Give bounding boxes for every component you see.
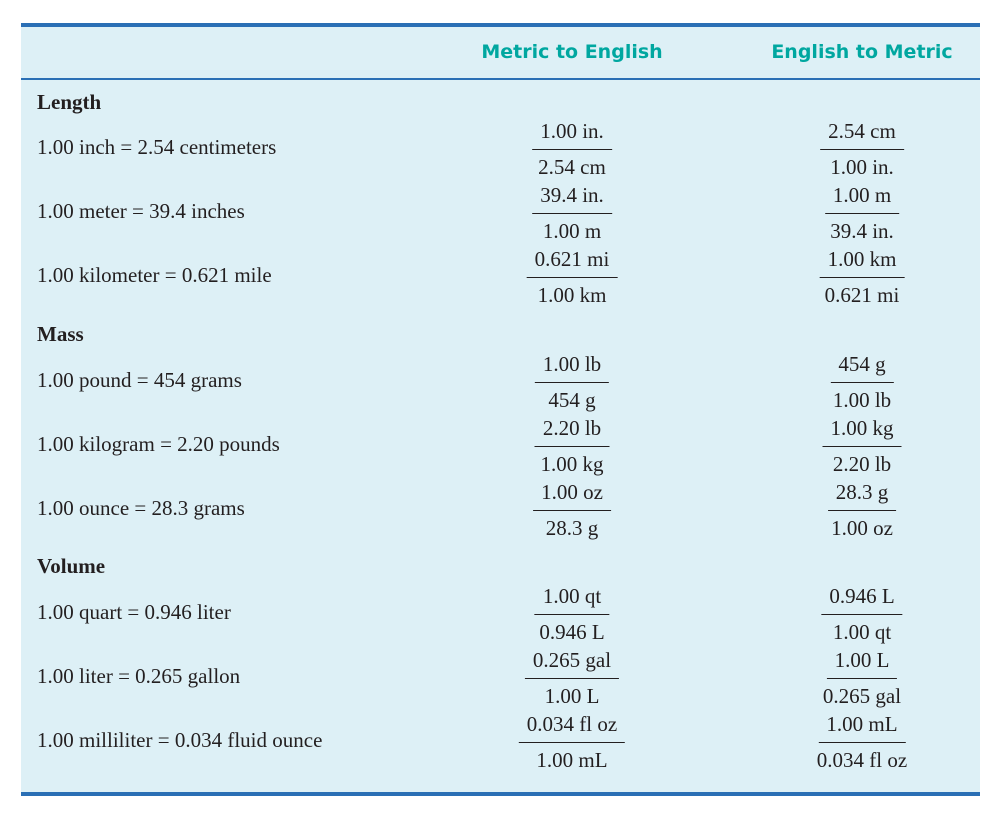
equation-meter: 1.00 meter = 39.4 inches — [37, 199, 245, 223]
equation-kilogram: 1.00 kilogram = 2.20 pounds — [37, 432, 280, 456]
section-title-mass: Mass — [37, 322, 84, 346]
denominator: 1.00 qt — [832, 620, 892, 644]
denominator: 1.00 L — [544, 684, 600, 708]
denominator: 0.265 gal — [822, 684, 902, 708]
numerator: 1.00 m — [825, 182, 899, 214]
numerator: 1.00 km — [820, 246, 905, 278]
denominator: 2.54 cm — [538, 155, 606, 179]
denominator: 1.00 km — [537, 283, 607, 307]
numerator: 0.034 fl oz — [519, 711, 625, 743]
factor-liter-m2e — [525, 647, 619, 710]
denominator: 0.946 L — [539, 620, 605, 644]
denominator: 1.00 lb — [832, 388, 892, 412]
section-title-volume: Volume — [37, 554, 106, 578]
factor-pound-e2m — [825, 351, 899, 414]
denominator: 1.00 oz — [831, 516, 893, 540]
factor-ounce-e2m — [823, 479, 901, 542]
denominator: 0.034 fl oz — [816, 748, 908, 772]
factor-kilometer-e2m — [817, 246, 908, 309]
denominator: 1.00 kg — [540, 452, 604, 476]
denominator: 1.00 m — [542, 219, 602, 243]
factor-liter-e2m — [815, 647, 909, 710]
numerator: 1.00 mL — [818, 711, 905, 743]
factor-pound-m2e — [535, 351, 609, 414]
numerator: 39.4 in. — [532, 182, 612, 214]
equation-pound: 1.00 pound = 454 grams — [37, 368, 242, 392]
header-metric-to-english: Metric to English — [481, 41, 663, 63]
equation-ounce: 1.00 ounce = 28.3 grams — [37, 496, 245, 520]
numerator: 0.621 mi — [527, 246, 618, 278]
factor-kilogram-e2m — [823, 415, 902, 478]
factor-quart-m2e — [531, 583, 612, 646]
section-title-length: Length — [37, 90, 102, 114]
numerator: 1.00 in. — [532, 118, 612, 150]
numerator: 0.946 L — [821, 583, 902, 615]
factor-kilogram-m2e — [533, 415, 612, 478]
equation-inch: 1.00 inch = 2.54 centimeters — [37, 135, 277, 159]
conversion-table — [21, 23, 980, 796]
numerator: 2.20 lb — [535, 415, 609, 447]
numerator: 1.00 oz — [533, 479, 611, 511]
factor-ounce-m2e — [533, 479, 611, 542]
denominator: 28.3 g — [545, 516, 599, 540]
numerator: 28.3 g — [828, 479, 897, 511]
equation-kilometer: 1.00 kilometer = 0.621 mile — [37, 263, 272, 287]
factor-inch-m2e — [530, 118, 614, 181]
equation-milliliter: 1.00 milliliter = 0.034 fluid ounce — [37, 728, 323, 752]
denominator: 454 g — [548, 388, 596, 412]
denominator: 1.00 in. — [830, 155, 894, 179]
factor-meter-e2m — [822, 182, 902, 245]
factor-quart-e2m — [821, 583, 902, 646]
factor-inch-e2m — [820, 118, 904, 181]
denominator: 2.20 lb — [832, 452, 892, 476]
numerator: 1.00 kg — [823, 415, 902, 447]
denominator: 1.00 mL — [536, 748, 608, 772]
denominator: 39.4 in. — [830, 219, 894, 243]
numerator: 1.00 lb — [535, 351, 609, 383]
header-divider — [21, 78, 980, 80]
numerator: 1.00 qt — [535, 583, 609, 615]
denominator: 0.621 mi — [824, 283, 900, 307]
equation-quart: 1.00 quart = 0.946 liter — [37, 600, 231, 624]
numerator: 0.265 gal — [525, 647, 619, 679]
equation-liter: 1.00 liter = 0.265 gallon — [37, 664, 241, 688]
numerator: 454 g — [830, 351, 893, 383]
numerator: 1.00 L — [827, 647, 898, 679]
factor-milliliter-e2m — [809, 711, 915, 774]
factor-kilometer-m2e — [527, 246, 618, 309]
factor-milliliter-m2e — [519, 711, 625, 774]
factor-meter-m2e — [532, 182, 612, 245]
header-english-to-metric: English to Metric — [771, 41, 953, 63]
numerator: 2.54 cm — [820, 118, 904, 150]
